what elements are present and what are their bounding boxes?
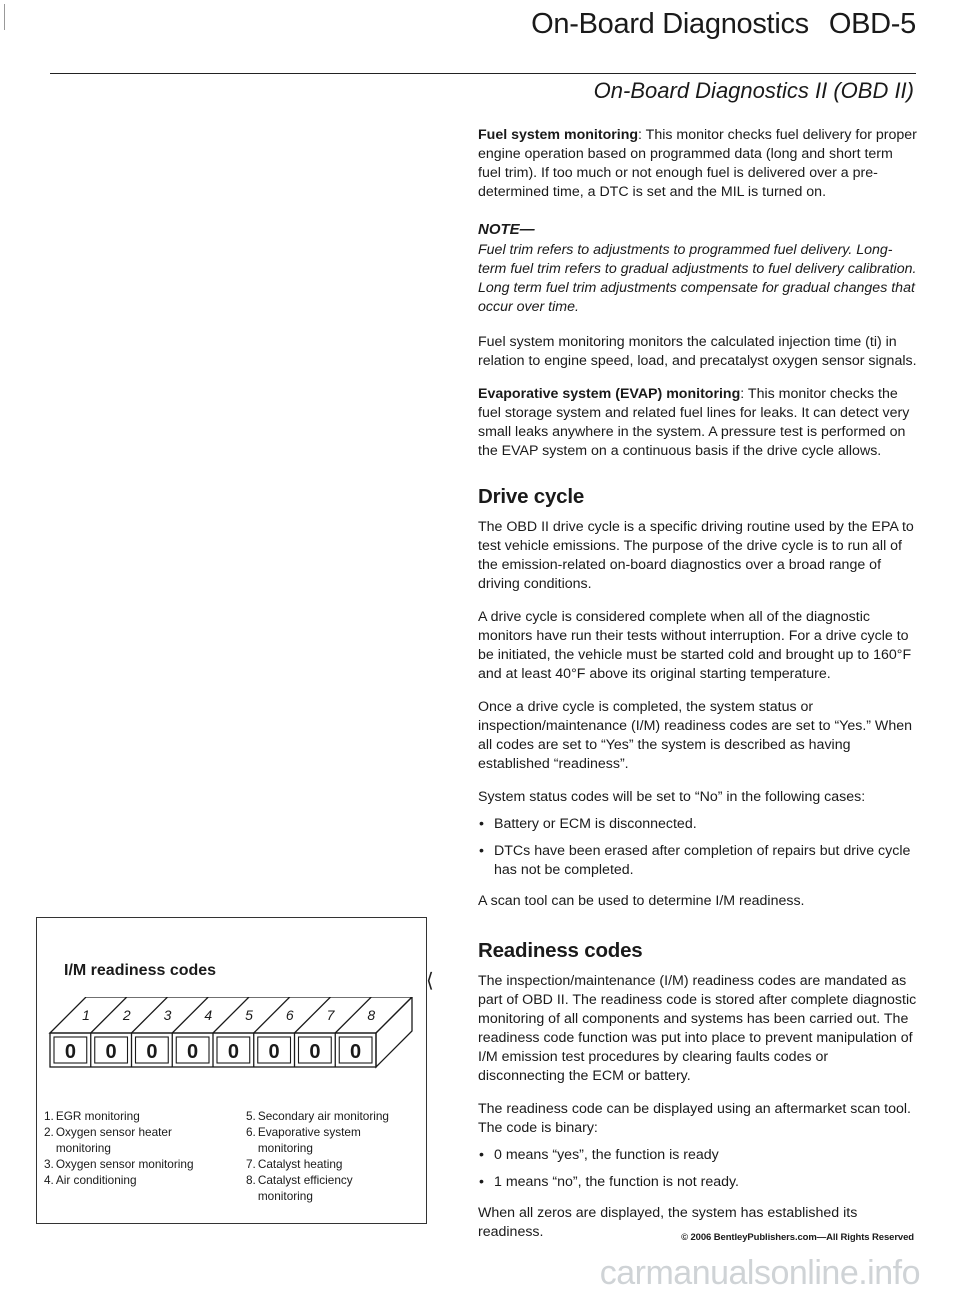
term-fuel-system: Fuel system monitoring <box>478 127 639 143</box>
code-digit: 0 <box>309 1041 321 1063</box>
page-subtitle: On-Board Diagnostics II (OBD II) <box>593 78 914 103</box>
watermark: carmanualsonline.info <box>599 1254 920 1292</box>
list-item: • 0 means “yes”, the function is ready <box>478 1146 918 1165</box>
binary-list <box>478 1146 918 1192</box>
legend-item: 6. Evaporative system monitoring <box>246 1125 361 1155</box>
status-no-list <box>478 815 918 880</box>
position-label: 6 <box>285 1007 294 1023</box>
paragraph-all-zeros: When all zeros are displayed, the system has established its readiness. <box>478 1205 858 1240</box>
paragraph-binary: The readiness code can be displayed using an aftermarket scan tool. The code is binary: <box>478 1101 911 1136</box>
legend-item: 8. Catalyst efficiency monitoring <box>246 1173 353 1203</box>
position-label: 2 <box>122 1007 131 1023</box>
note-body: Fuel trim refers to adjustments to programmed fuel delivery. Long-term fuel trim refers to gradual adjustments to fuel delivery calibration. Long term fuel trim adjustments compensate for gradual changes that occur over time. <box>478 242 917 315</box>
position-label: 8 <box>367 1007 376 1023</box>
readiness-code-diagram <box>48 997 420 1071</box>
paragraph-evap: Evaporative system (EVAP) monitoring: This monitor checks the fuel storage system and related fuel lines for leaks. It can detect very small leaks anywhere in the system. A pressure test is performed on the EVAP system on a continuous basis if the drive cycle allows. <box>478 386 910 459</box>
figure-pointer-icon: ⟨ <box>426 970 434 992</box>
header-title-text: On-Board Diagnostics <box>531 8 809 40</box>
figure-title: I/M readiness codes <box>64 962 217 979</box>
paragraph-readiness-mandated: The inspection/maintenance (I/M) readiness codes are mandated as part of OBD II. The readiness code is stored after complete diagnostic monitoring of all components and systems has been carried out. The readiness code function was put into place to prevent manipulation of I/M emission test procedures by clearing faults codes or disconnecting the ECM or battery. <box>478 973 917 1084</box>
legend-item: 7. Catalyst heating <box>246 1157 343 1171</box>
paragraph-fuel-system: Fuel system monitoring: This monitor checks fuel delivery for proper engine operation based on programmed data (long and short term fuel trim). If too much or not enough fuel is delivered over a pre-determined time, a DTC is set and the MIL is turned on. <box>478 127 917 200</box>
code-digit: 0 <box>268 1041 280 1063</box>
note-heading: NOTE— <box>478 221 535 238</box>
copyright-notice: © 2006 BentleyPublishers.com—All Rights Reserved <box>681 1232 914 1243</box>
position-label: 7 <box>326 1007 335 1023</box>
crop-mark <box>4 4 5 30</box>
code-digit: 0 <box>64 1041 76 1063</box>
list-item: • 1 means “no”, the function is not ready. <box>478 1173 918 1192</box>
page-header-title <box>531 8 916 41</box>
text-column <box>426 126 918 1256</box>
paragraph-drive-cycle-intro: The OBD II drive cycle is a specific driving routine used by the EPA to test vehicle emissions. The purpose of the drive cycle is to run all of the emission-related on-board diagnostics over a broad range of driving conditions. <box>478 519 914 592</box>
header-section-code: OBD-5 <box>828 8 916 40</box>
legend-item: 4. Air conditioning <box>44 1173 137 1187</box>
paragraph-readiness-yes: Once a drive cycle is completed, the system status or inspection/maintenance (I/M) readiness codes are set to “Yes.” When all codes are set to “Yes” the system is described as having established “readiness”. <box>478 699 912 772</box>
paragraph-drive-cycle-complete: A drive cycle is considered complete when all of the diagnostic monitors have run their tests without interruption. For a drive cycle to be initiated, the vehicle must be started cold and brought up to 160°F and at least 40°F above its original starting temperature. <box>478 609 912 682</box>
paragraph-scan-tool: A scan tool can be used to determine I/M readiness. <box>478 893 805 909</box>
code-digit: 0 <box>187 1041 199 1063</box>
position-label: 5 <box>245 1007 253 1023</box>
readiness-intro <box>426 970 918 1086</box>
code-digit: 0 <box>105 1041 117 1063</box>
code-digit: 0 <box>146 1041 158 1063</box>
list-item: • DTCs have been erased after completion of repairs but drive cycle has not be completed. <box>478 842 918 880</box>
position-label: 4 <box>204 1007 213 1023</box>
legend-item: 1. EGR monitoring <box>44 1109 140 1123</box>
position-label: 1 <box>82 1007 90 1023</box>
term-evap: Evaporative system (EVAP) monitoring <box>478 386 741 402</box>
legend-item: 5. Secondary air monitoring <box>246 1109 389 1123</box>
code-digit: 0 <box>350 1041 362 1063</box>
heading-readiness-codes: Readiness codes <box>478 939 643 962</box>
code-digit: 0 <box>227 1041 239 1063</box>
header-rule <box>50 73 916 74</box>
figure-legend-right <box>246 1108 422 1204</box>
figure-legend-left <box>44 1108 244 1188</box>
legend-item: 3. Oxygen sensor monitoring <box>44 1157 194 1171</box>
position-label: 3 <box>163 1007 172 1023</box>
paragraph-injection-time: Fuel system monitoring monitors the calculated injection time (ti) in relation to engine speed, load, and precatalyst oxygen sensor signals. <box>478 334 917 369</box>
list-item: • Battery or ECM is disconnected. <box>478 815 918 834</box>
heading-drive-cycle: Drive cycle <box>478 485 585 508</box>
paragraph-status-no: System status codes will be set to “No” in the following cases: <box>478 789 866 805</box>
legend-item: 2. Oxygen sensor heater monitoring <box>44 1125 172 1155</box>
